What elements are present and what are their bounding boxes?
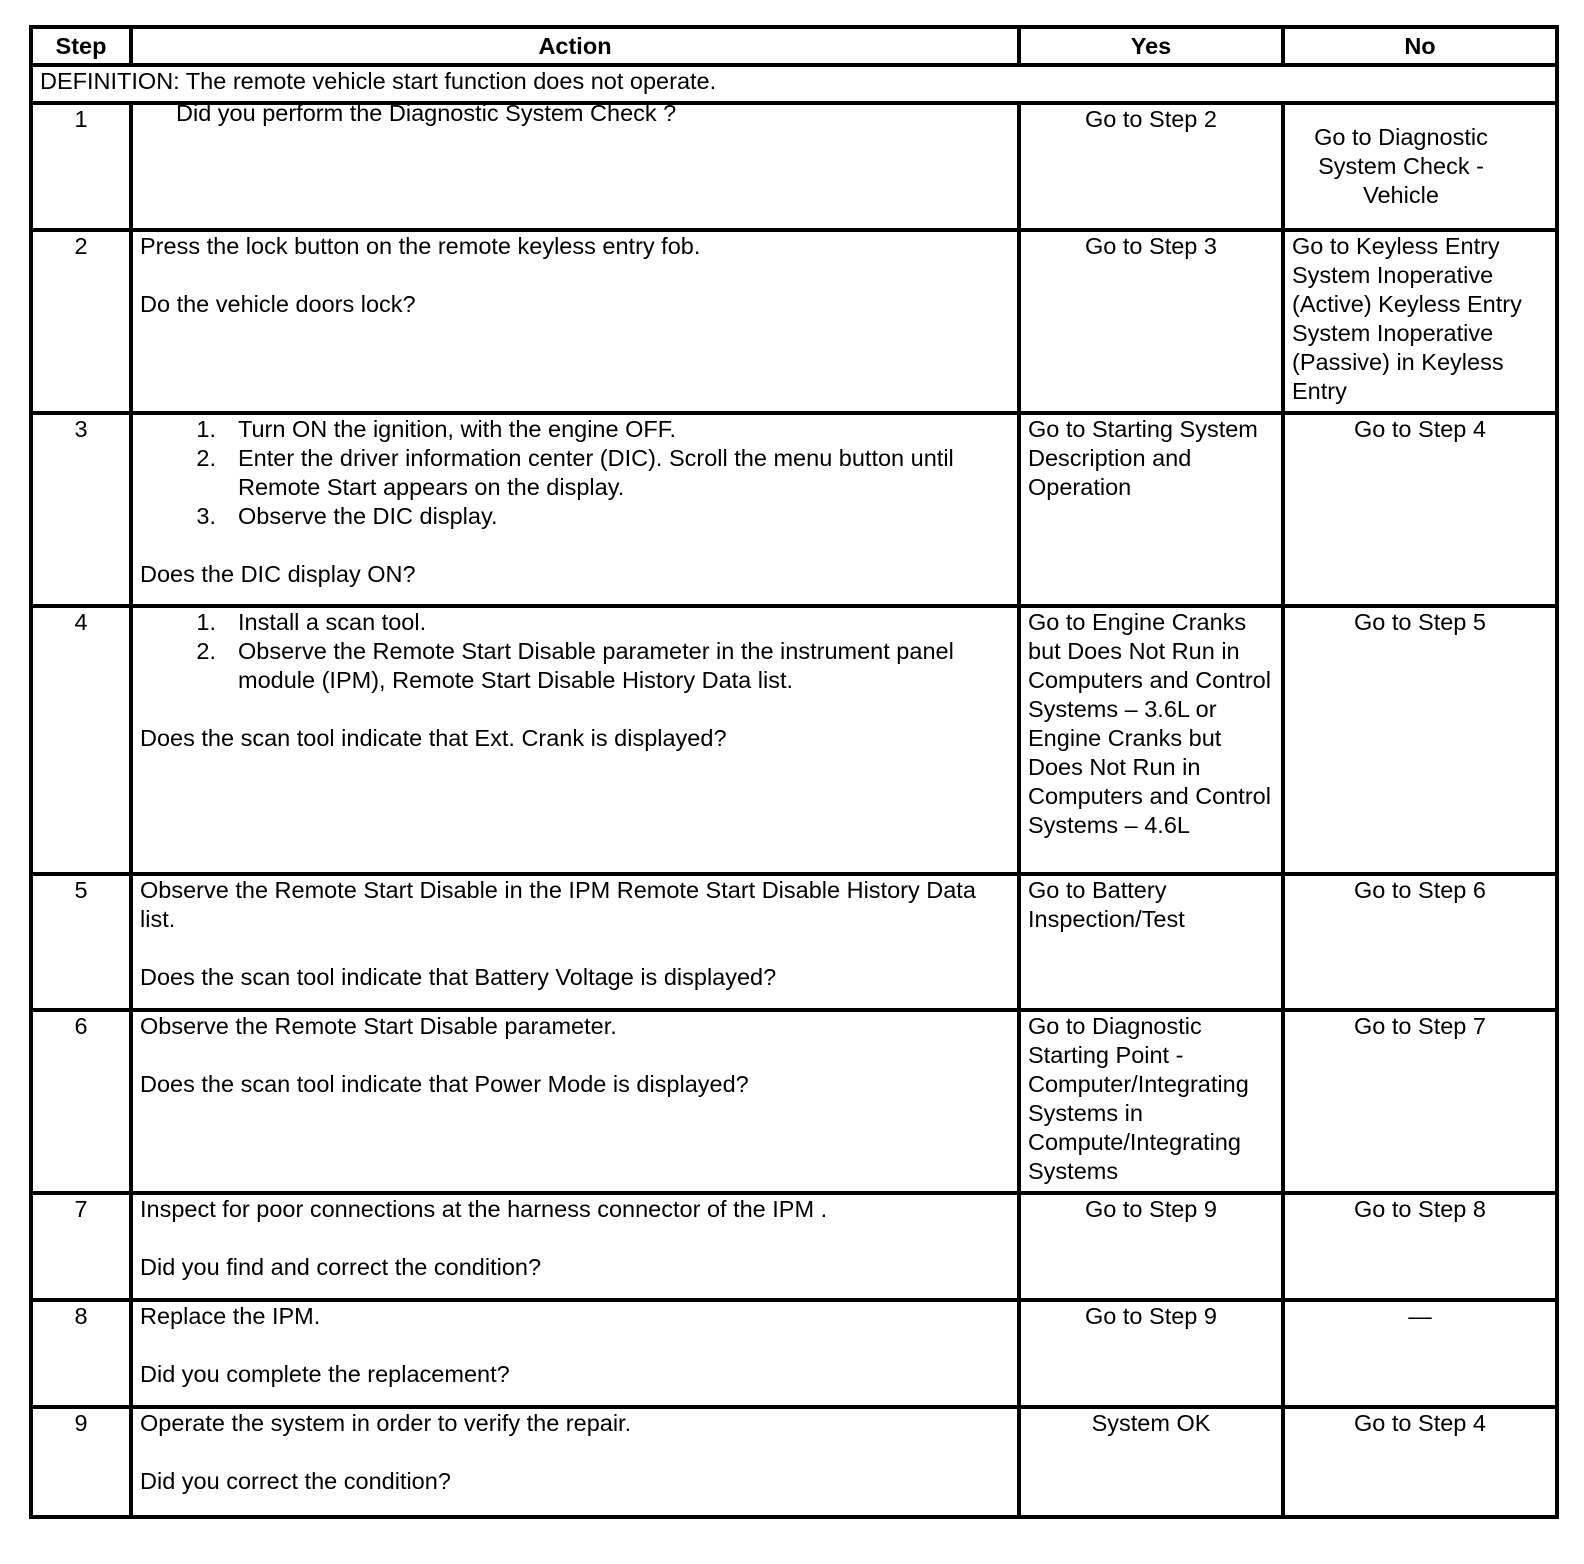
action-cell: [131, 1407, 1019, 1517]
table-row: [31, 1010, 1557, 1193]
yes-cell: Go to Step 9: [1019, 1300, 1283, 1407]
header-step: Step: [31, 27, 131, 65]
procedure-item: 2. Observe the Remote Start Disable parameter in the instrument panel module (IPM), Remote Start Disable History Data list.: [196, 638, 954, 693]
header-action: Action: [131, 27, 1019, 65]
action-question: Did you complete the replacement?: [140, 1361, 510, 1387]
no-cell: Go to Step 7: [1283, 1010, 1557, 1193]
action-question: Did you perform the Diagnostic System Check ?: [176, 100, 677, 126]
yes-cell: Go to Step 2: [1019, 103, 1283, 230]
action-cell: [131, 1300, 1019, 1407]
step-number: 4: [31, 606, 131, 874]
action-cell: [131, 100, 1019, 230]
action-cell: [131, 1193, 1019, 1300]
definition-text: DEFINITION: The remote vehicle start function does not operate.: [31, 65, 1557, 103]
no-cell: Go to Diagnostic System Check - Vehicle: [1283, 103, 1557, 230]
procedure-list: [140, 415, 1010, 531]
table-row: [31, 874, 1557, 1010]
definition-row: [31, 65, 1557, 103]
step-number: 6: [31, 1010, 131, 1193]
table-row: [31, 1407, 1557, 1517]
no-cell: Go to Step 6: [1283, 874, 1557, 1010]
table-row: [31, 413, 1557, 606]
procedure-item: 1. Turn ON the ignition, with the engine OFF.: [196, 416, 677, 442]
action-cell: [131, 606, 1019, 874]
action-question: Does the scan tool indicate that Power Mode is displayed?: [140, 1071, 749, 1097]
action-question: Does the scan tool indicate that Battery Voltage is displayed?: [140, 964, 777, 990]
no-cell: Go to Step 5: [1283, 606, 1557, 874]
step-number: 1: [31, 103, 131, 230]
step-number: 5: [31, 874, 131, 1010]
action-cell: [131, 874, 1019, 1010]
table-row: [31, 103, 1557, 230]
action-question: Does the DIC display ON?: [140, 561, 416, 587]
action-instruction: Operate the system in order to verify the repair.: [140, 1410, 632, 1436]
no-cell: Go to Step 4: [1283, 1407, 1557, 1517]
action-instruction: Observe the Remote Start Disable parameter.: [140, 1013, 617, 1039]
step-number: 3: [31, 413, 131, 606]
action-question: Does the scan tool indicate that Ext. Crank is displayed?: [140, 725, 727, 751]
header-no: No: [1283, 27, 1557, 65]
yes-cell: System OK: [1019, 1407, 1283, 1517]
yes-cell: Go to Engine Cranks but Does Not Run in Computers and Control Systems – 3.6L or Engine Cranks but Does Not Run in Computers and Control Systems – 4.6L: [1019, 606, 1283, 874]
yes-cell: Go to Diagnostic Starting Point - Computer/Integrating Systems in Compute/Integrating Systems: [1019, 1010, 1283, 1193]
header-yes: Yes: [1019, 27, 1283, 65]
action-cell: [131, 230, 1019, 413]
table-row: [31, 230, 1557, 413]
no-cell: —: [1283, 1300, 1557, 1407]
procedure-item: 3. Observe the DIC display.: [196, 503, 498, 529]
yes-cell: Go to Step 9: [1019, 1193, 1283, 1300]
no-cell: Go to Keyless Entry System Inoperative (Active) Keyless Entry System Inoperative (Passive) in Keyless Entry: [1283, 230, 1557, 413]
no-cell: Go to Step 4: [1283, 413, 1557, 606]
yes-cell: Go to Step 3: [1019, 230, 1283, 413]
procedure-item: 2. Enter the driver information center (DIC). Scroll the menu button until Remote Start appears on the display.: [196, 445, 954, 500]
action-instruction: Inspect for poor connections at the harness connector of the IPM .: [140, 1196, 828, 1222]
table-row: [31, 606, 1557, 874]
procedure-item: 1. Install a scan tool.: [196, 609, 427, 635]
table-row: [31, 1193, 1557, 1300]
step-number: 8: [31, 1300, 131, 1407]
step-number: 9: [31, 1407, 131, 1517]
header-row: [31, 27, 1557, 65]
action-cell: [131, 413, 1019, 606]
action-question: Did you correct the condition?: [140, 1468, 451, 1494]
action-question: Did you find and correct the condition?: [140, 1254, 542, 1280]
action-instruction: Press the lock button on the remote keyless entry fob.: [140, 233, 701, 259]
step-number: 7: [31, 1193, 131, 1300]
diagnostic-table: [29, 25, 1559, 1519]
no-cell: Go to Step 8: [1283, 1193, 1557, 1300]
procedure-list: [140, 608, 1010, 695]
action-question: Do the vehicle doors lock?: [140, 291, 416, 317]
yes-cell: Go to Battery Inspection/Test: [1019, 874, 1283, 1010]
action-instruction: Observe the Remote Start Disable in the IPM Remote Start Disable History Data list.: [140, 877, 976, 932]
action-instruction: Replace the IPM.: [140, 1303, 321, 1329]
table-row: [31, 1300, 1557, 1407]
step-number: 2: [31, 230, 131, 413]
action-cell: [131, 1010, 1019, 1193]
yes-cell: Go to Starting System Description and Operation: [1019, 413, 1283, 606]
